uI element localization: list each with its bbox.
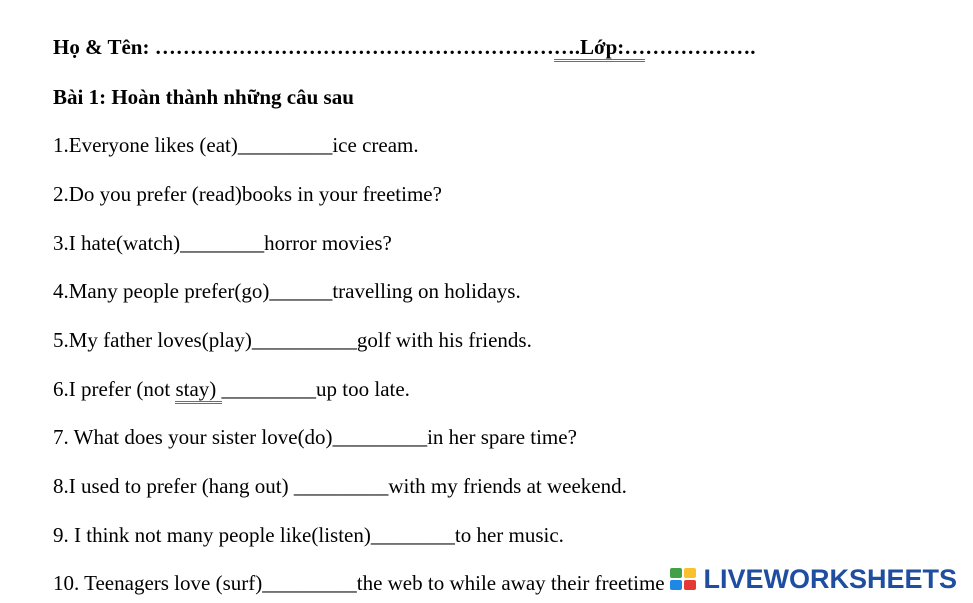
exercise-title: Bài 1: Hoàn thành những câu sau: [53, 85, 354, 109]
class-dots: …………….: [645, 35, 756, 59]
name-dots: …………………………………………………: [154, 35, 554, 59]
question-8: 8.I used to prefer (hang out) _________with my friends at weekend.: [53, 474, 627, 498]
question-4: 4.Many people prefer(go)______travelling on holidays.: [53, 279, 521, 303]
answer-blank[interactable]: _________: [293, 474, 389, 498]
question-9: 9. I think not many people like(listen)________to her music.: [53, 523, 564, 547]
class-label-marked: ….Lớp:…: [554, 35, 646, 62]
answer-blank[interactable]: ________: [370, 523, 455, 547]
name-label: Họ & Tên:: [53, 35, 155, 59]
question-1: 1.Everyone likes (eat)_________ice cream.: [53, 133, 419, 157]
question-10: 10. Teenagers love (surf)_________the web to while away their freetime: [53, 571, 665, 595]
question-5: 5.My father loves(play)__________golf with his friends.: [53, 328, 532, 352]
answer-blank[interactable]: _________: [262, 571, 357, 595]
liveworksheets-logo-text: LIVEWORKSHEETS: [703, 564, 957, 594]
answer-blank[interactable]: _________: [332, 425, 428, 449]
liveworksheets-mark-icon: [669, 566, 699, 592]
answer-blank[interactable]: _________: [221, 377, 317, 401]
liveworksheets-logo: [667, 564, 961, 594]
question-2: 2.Do you prefer (read)books in your freetime?: [53, 182, 442, 206]
answer-blank[interactable]: __________: [251, 328, 357, 352]
question-7: 7. What does your sister love(do)_________in her spare time?: [53, 425, 577, 449]
question-6: 6.I prefer (not stay) _________up too late.: [53, 377, 410, 401]
answer-blank[interactable]: _________: [237, 133, 333, 157]
question-3: 3.I hate(watch)________horror movies?: [53, 231, 392, 255]
grammar-marked-word: stay): [175, 377, 221, 404]
answer-blank[interactable]: ______: [269, 279, 333, 303]
student-name-line: [53, 35, 756, 59]
answer-blank[interactable]: ________: [180, 231, 265, 255]
